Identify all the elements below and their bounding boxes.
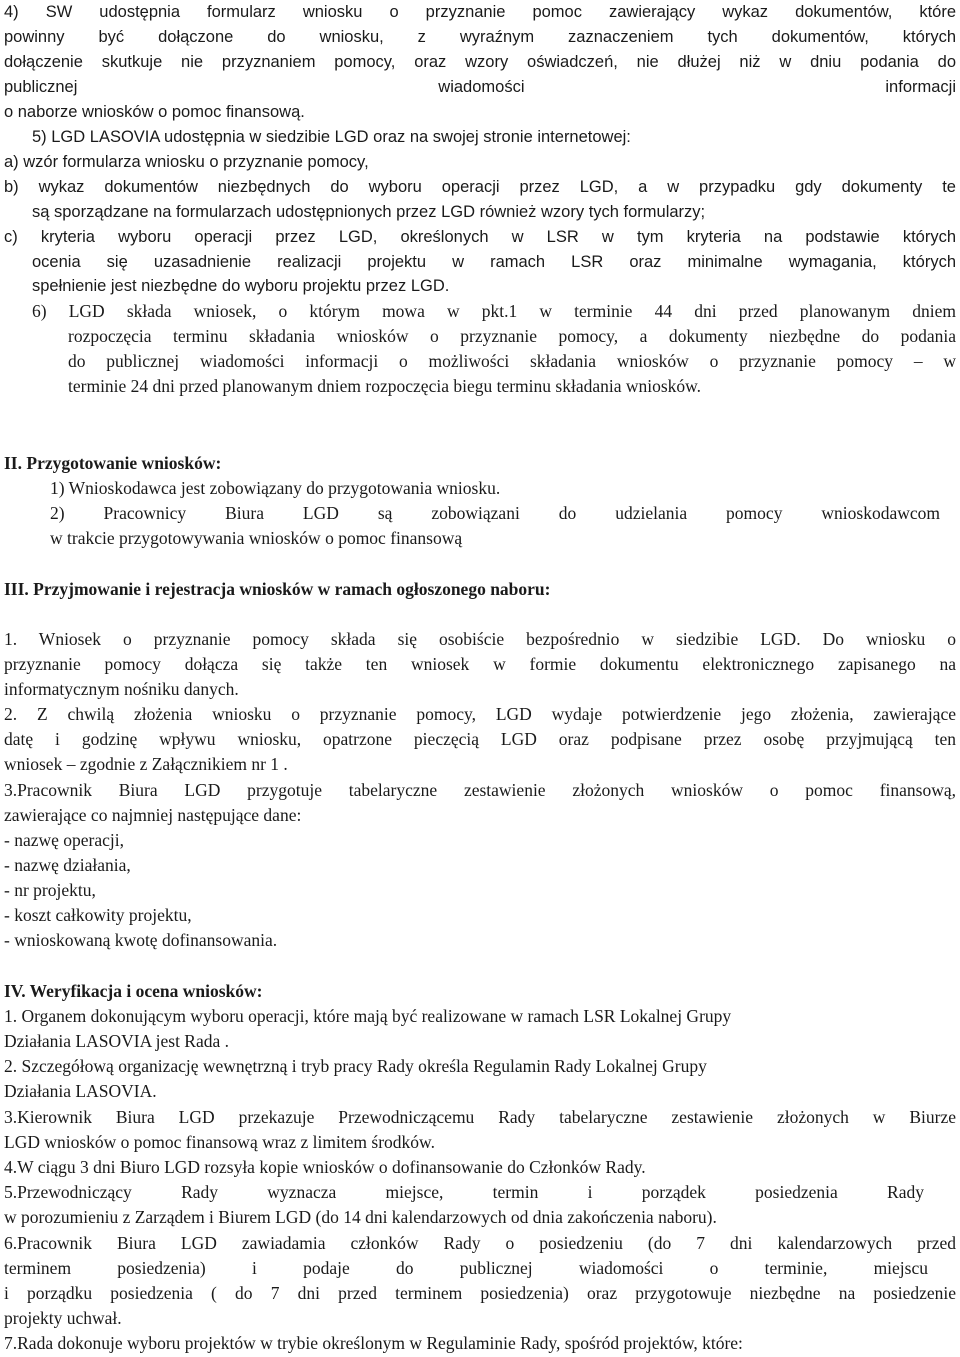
- text-line: publicznej wiadomości informacji: [4, 78, 956, 96]
- item-5-intro: 5) LGD LASOVIA udostępnia w siedzibie LGD oraz na swojej stronie internetowej:: [32, 128, 631, 146]
- item-5-b-line: są sporządzane na formularzach udostępnionych przez LGD również wzory tych formularzy;: [32, 203, 706, 221]
- section-number: II.: [4, 453, 22, 473]
- paragraph-line: zawierające co najmniej następujące dane:: [4, 805, 302, 825]
- paragraph-line: 3.Pracownik Biura LGD przygotuje tabelaryczne zestawienie złożonych wniosków o pomoc finansową,: [4, 780, 956, 800]
- list-item: - nazwę działania,: [4, 855, 131, 875]
- item-6-line: rozpoczęcia terminu składania wniosków o przyznanie pomocy, a dokumenty niezbędne do podania: [68, 326, 956, 346]
- text-line: o naborze wniosków o pomoc finansową.: [4, 103, 305, 121]
- text-line: 4) SW udostępnia formularz wniosku o przyznanie pomoc zawierający wykaz dokumentów, które: [4, 3, 956, 21]
- paragraph-line: datę i godzinę wpływu wniosku, opatrzone pieczęcią LGD oraz podpisane przez osobę przyjmującą ten: [4, 729, 956, 749]
- section-ii-item-2-line: 2) Pracownicy Biura LGD są zobowiązani do udzielania pomocy wnioskodawcom: [50, 503, 940, 523]
- section-title: Przygotowanie wniosków:: [26, 453, 222, 473]
- item-5-b-line: b) wykaz dokumentów niezbędnych do wyboru operacji przez LGD, a w przypadku gdy dokumenty te: [4, 178, 956, 196]
- item-6-line: 6) LGD składa wniosek, o którym mowa w pkt.1 w terminie 44 dni przed planowanym dniem: [32, 301, 956, 321]
- section-ii-item-2-line: w trakcie przygotowywania wniosków o pomoc finansową: [50, 528, 463, 548]
- paragraph-line: w porozumieniu z Zarządem i Biurem LGD (do 14 dni kalendarzowych od dnia zakończenia naboru).: [4, 1207, 717, 1227]
- paragraph-line: terminem posiedzenia) i podaje do publicznej wiadomości o terminie, miejscu: [4, 1258, 928, 1278]
- paragraph-line: 2. Z chwilą złożenia wniosku o przyznanie pomocy, LGD wydaje potwierdzenie jego złożenia, zawierające: [4, 704, 956, 724]
- section-ii-heading: [4, 451, 956, 477]
- text-line: powinny być dołączone do wniosku, z wyraźnym zaznaczeniem tych dokumentów, których: [4, 28, 956, 46]
- section-iii-heading: III. Przyjmowanie i rejestracja wniosków w ramach ogłoszonego naboru:: [4, 579, 551, 599]
- paragraph-line: informatycznym nośniku danych.: [4, 679, 239, 699]
- paragraph-line: 3.Kierownik Biura LGD przekazuje Przewodniczącemu Rady tabelaryczne zestawienie złożonych w Biurze: [4, 1107, 956, 1127]
- item-5-a: a) wzór formularza wniosku o przyznanie pomocy,: [4, 153, 369, 171]
- paragraph-line: Działania LASOVIA.: [4, 1081, 157, 1101]
- paragraph-line: projekty uchwał.: [4, 1308, 122, 1328]
- item-5-c-line: ocenia się uzasadnienie realizacji projektu w ramach LSR oraz minimalne wymagania, których: [32, 253, 956, 271]
- item-5-c-line: c) kryteria wyboru operacji przez LGD, określonych w LSR w tym kryteria na podstawie których: [4, 228, 956, 246]
- item-5-c-line: spełnienie jest niezbędne do wyboru projektu przez LGD.: [32, 277, 450, 295]
- paragraph-line: Działania LASOVIA jest Rada .: [4, 1031, 230, 1051]
- text-line: dołączenie skutkuje nie przyznaniem pomocy, oraz wzory oświadczeń, nie dłużej niż w dniu podania do: [4, 53, 956, 71]
- paragraph-line: przyznanie pomocy dołącza się także ten wniosek w formie dokumentu elektronicznego zapisanego na: [4, 654, 956, 674]
- paragraph-line: LGD wniosków o pomoc finansową wraz z limitem środków.: [4, 1132, 435, 1152]
- list-item: - wnioskowaną kwotę dofinansowania.: [4, 930, 278, 950]
- paragraph-line: wniosek – zgodnie z Załącznikiem nr 1 .: [4, 754, 288, 774]
- list-item: - nazwę operacji,: [4, 830, 124, 850]
- list-item: - koszt całkowity projektu,: [4, 905, 192, 925]
- item-6-line: do publicznej wiadomości informacji o możliwości składania wniosków o przyznanie pomocy – w: [68, 351, 956, 371]
- paragraph-line: 1. Wniosek o przyznanie pomocy składa się osobiście bezpośrednio w siedzibie LGD. Do wniosku o: [4, 629, 956, 649]
- section-iv-heading: IV. Weryfikacja i ocena wniosków:: [4, 981, 263, 1001]
- paragraph-line: i porządku posiedzenia ( do 7 dni przed terminem posiedzenia) oraz przygotowuje niezbędne na posiedzenie: [4, 1283, 956, 1303]
- paragraph-line: 6.Pracownik Biura LGD zawiadamia członków Rady o posiedzeniu (do 7 dni kalendarzowych przed: [4, 1233, 956, 1253]
- paragraph-line: 2. Szczegółową organizację wewnętrzną i tryb pracy Rady określa Regulamin Rady Lokalnej Grupy: [4, 1056, 707, 1076]
- item-6-line: terminie 24 dni przed planowanym dniem rozpoczęcia biegu terminu składania wniosków.: [68, 376, 702, 396]
- list-item: - nr projektu,: [4, 880, 96, 900]
- paragraph-line: 4.W ciągu 3 dni Biuro LGD rozsyła kopie wniosków o dofinansowanie do Członków Rady.: [4, 1157, 646, 1177]
- paragraph-line: 5.Przewodniczący Rady wyznacza miejsce, termin i porządek posiedzenia Rady: [4, 1182, 924, 1202]
- paragraph-line: 7.Rada dokonuje wyboru projektów w trybie określonym w Regulaminie Rady, spośród projektów, które:: [4, 1333, 743, 1353]
- paragraph-line: 1. Organem dokonującym wyboru operacji, które mają być realizowane w ramach LSR Lokalnej Grupy: [4, 1006, 732, 1026]
- section-ii-item-1: 1) Wnioskodawca jest zobowiązany do przygotowania wniosku.: [50, 478, 501, 498]
